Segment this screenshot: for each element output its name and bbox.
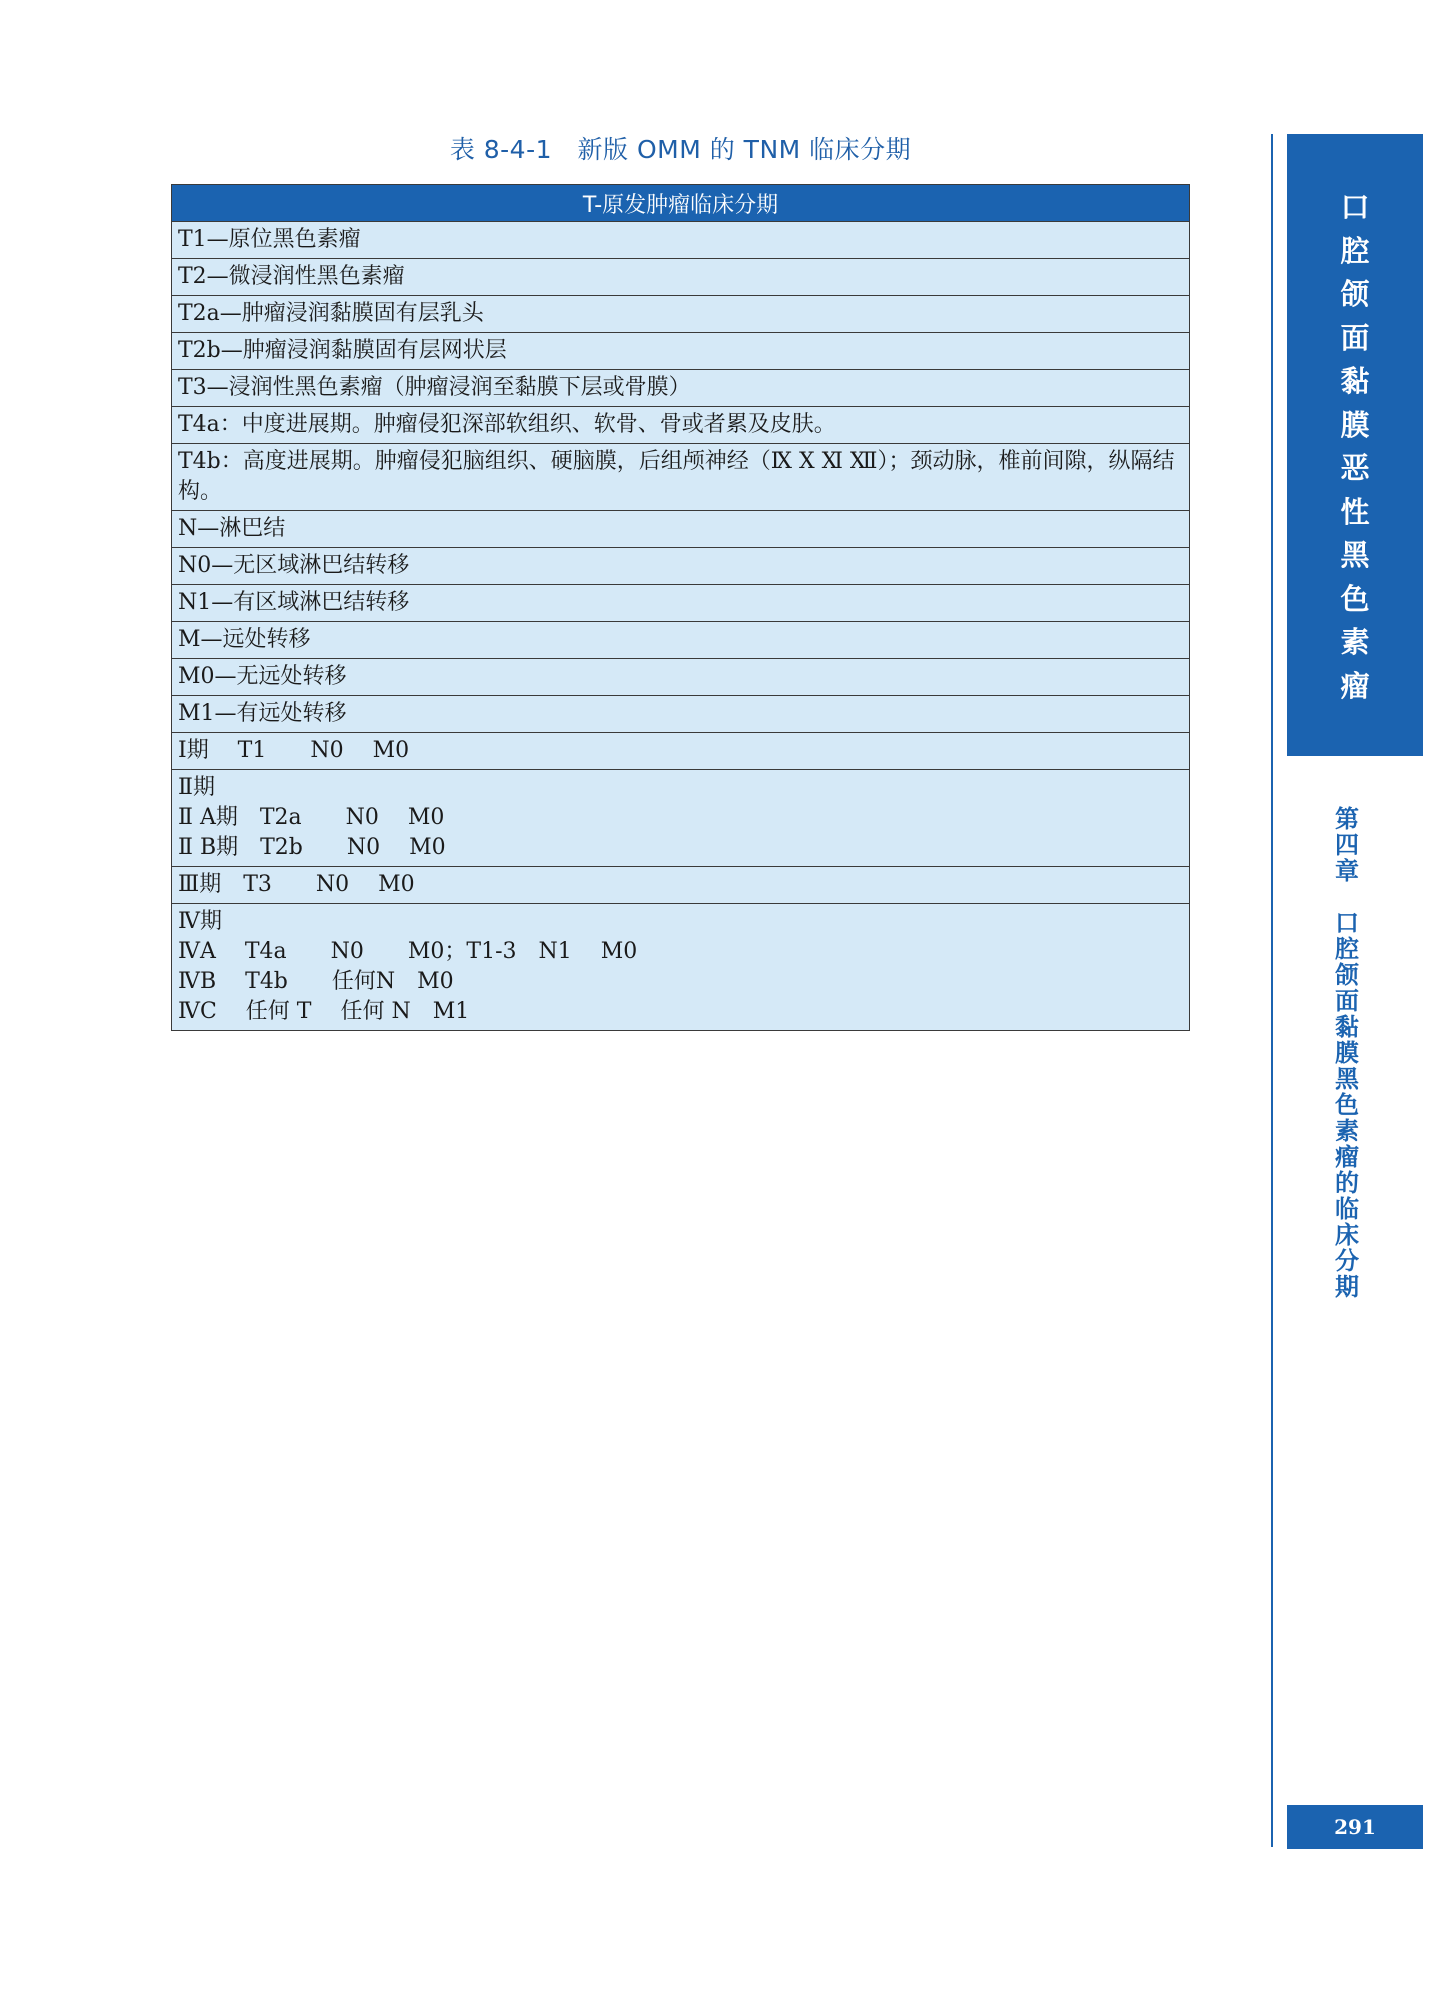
table-caption: 表 8-4-1 新版 OMM 的 TNM 临床分期 bbox=[449, 135, 912, 164]
table-cell bbox=[172, 659, 1190, 696]
table-row bbox=[172, 548, 1190, 585]
chapter-title-char: 临 bbox=[1335, 1194, 1359, 1223]
side-tab-char: 黏 bbox=[1340, 364, 1370, 398]
table-row bbox=[172, 904, 1190, 1031]
chapter-heading bbox=[1322, 806, 1372, 1300]
chapter-title-char: 瘤 bbox=[1335, 1142, 1359, 1171]
table-cell bbox=[172, 296, 1190, 333]
chapter-number-char: 四 bbox=[1335, 830, 1359, 859]
table-cell bbox=[172, 222, 1190, 259]
chapter-title-char: 素 bbox=[1335, 1116, 1359, 1145]
table-cell bbox=[172, 370, 1190, 407]
cell-line: N—淋巴结 bbox=[178, 516, 286, 541]
table-row bbox=[172, 867, 1190, 904]
table-cell bbox=[172, 622, 1190, 659]
table-row bbox=[172, 733, 1190, 770]
cell-line: ⅣA T4a N0 M0；T1-3 N1 M0 bbox=[178, 939, 638, 964]
chapter-gap bbox=[1322, 884, 1372, 910]
side-tab-char: 黑 bbox=[1340, 538, 1370, 572]
table-row bbox=[172, 585, 1190, 622]
cell-line: T4a：中度进展期。肿瘤侵犯深部软组织、软骨、骨或者累及皮肤。 bbox=[178, 412, 836, 437]
chapter-title-char: 的 bbox=[1335, 1168, 1359, 1197]
cell-line: T1—原位黑色素瘤 bbox=[178, 227, 361, 252]
cell-line: N1—有区域淋巴结转移 bbox=[178, 590, 410, 615]
chapter-title-char: 口 bbox=[1335, 908, 1359, 937]
chapter-title-char: 色 bbox=[1335, 1090, 1359, 1119]
side-tab-char: 恶 bbox=[1340, 451, 1370, 485]
cell-line: T2a—肿瘤浸润黏膜固有层乳头 bbox=[178, 301, 484, 326]
side-tab-char: 性 bbox=[1340, 494, 1370, 529]
table-row bbox=[172, 407, 1190, 444]
table-row bbox=[172, 511, 1190, 548]
table-row bbox=[172, 296, 1190, 333]
table-cell bbox=[172, 585, 1190, 622]
cell-line: M1—有远处转移 bbox=[178, 701, 347, 726]
cell-line: Ⅱ期 bbox=[178, 775, 215, 800]
table-row bbox=[172, 770, 1190, 867]
table-cell bbox=[172, 444, 1190, 511]
side-tab-char: 腔 bbox=[1340, 233, 1370, 268]
chapter-title-char: 床 bbox=[1335, 1220, 1359, 1249]
cell-line: T3—浸润性黑色素瘤（肿瘤浸润至黏膜下层或骨膜） bbox=[178, 375, 691, 400]
chapter-number-char: 第 bbox=[1335, 804, 1359, 833]
table-row bbox=[172, 444, 1190, 511]
side-tab-char: 瘤 bbox=[1340, 668, 1370, 703]
chapter-title-char: 黑 bbox=[1335, 1064, 1359, 1093]
side-tab-char: 颌 bbox=[1340, 277, 1370, 311]
side-tab-char: 色 bbox=[1340, 581, 1370, 616]
chapter-title-char: 腔 bbox=[1335, 934, 1359, 963]
page-number: 291 bbox=[1287, 1805, 1423, 1849]
side-tab-title bbox=[1287, 186, 1423, 708]
table-header-row bbox=[172, 185, 1190, 222]
chapter-title-char: 黏 bbox=[1335, 1012, 1359, 1041]
cell-line: Ⅱ B期 T2b N0 M0 bbox=[178, 835, 446, 860]
cell-line: N0—无区域淋巴结转移 bbox=[178, 553, 410, 578]
side-tab-char: 膜 bbox=[1340, 407, 1370, 442]
cell-line: ⅣC 任何 T 任何 N M1 bbox=[178, 999, 470, 1024]
table-cell bbox=[172, 770, 1190, 867]
table-cell bbox=[172, 867, 1190, 904]
table-row bbox=[172, 333, 1190, 370]
table-cell bbox=[172, 548, 1190, 585]
margin-rule bbox=[1271, 134, 1273, 1847]
table-cell bbox=[172, 696, 1190, 733]
side-tab-char: 面 bbox=[1340, 320, 1370, 355]
table-row bbox=[172, 659, 1190, 696]
table-row bbox=[172, 622, 1190, 659]
cell-line: M0—无远处转移 bbox=[178, 664, 347, 689]
cell-line: T2—微浸润性黑色素瘤 bbox=[178, 264, 405, 289]
table-cell bbox=[172, 333, 1190, 370]
table-cell bbox=[172, 733, 1190, 770]
cell-line: T4b：高度进展期。肿瘤侵犯脑组织、硬脑膜，后组颅神经（Ⅸ Ⅹ Ⅺ Ⅻ）；颈动脉，椎前间隙，纵隔结构。 bbox=[178, 449, 1175, 504]
cell-line: Ⅲ期 T3 N0 M0 bbox=[178, 872, 415, 897]
cell-line: ⅣB T4b 任何N M0 bbox=[178, 969, 454, 994]
chapter-title-char: 期 bbox=[1335, 1272, 1359, 1301]
cell-line: Ⅰ期 T1 N0 M0 bbox=[178, 738, 410, 763]
table-row bbox=[172, 696, 1190, 733]
chapter-title-char: 分 bbox=[1335, 1246, 1359, 1275]
table-body bbox=[172, 222, 1190, 1031]
table-header: T-原发肿瘤临床分期 bbox=[172, 185, 1190, 222]
cell-line: M—远处转移 bbox=[178, 627, 311, 652]
table-row bbox=[172, 370, 1190, 407]
chapter-title-char: 面 bbox=[1335, 986, 1359, 1015]
table-cell bbox=[172, 407, 1190, 444]
side-tab-char: 素 bbox=[1340, 625, 1370, 659]
table-row bbox=[172, 259, 1190, 296]
chapter-title-char: 颌 bbox=[1335, 960, 1359, 989]
table-cell bbox=[172, 904, 1190, 1031]
table-cell bbox=[172, 511, 1190, 548]
chapter-number-char: 章 bbox=[1335, 856, 1359, 885]
table-row bbox=[172, 222, 1190, 259]
tnm-staging-table bbox=[171, 184, 1190, 1031]
cell-line: T2b—肿瘤浸润黏膜固有层网状层 bbox=[178, 338, 507, 363]
side-tab-char: 口 bbox=[1340, 190, 1370, 224]
table-cell bbox=[172, 259, 1190, 296]
chapter-title-char: 膜 bbox=[1335, 1038, 1359, 1067]
cell-line: Ⅱ A期 T2a N0 M0 bbox=[178, 805, 445, 830]
cell-line: Ⅳ期 bbox=[178, 909, 222, 934]
